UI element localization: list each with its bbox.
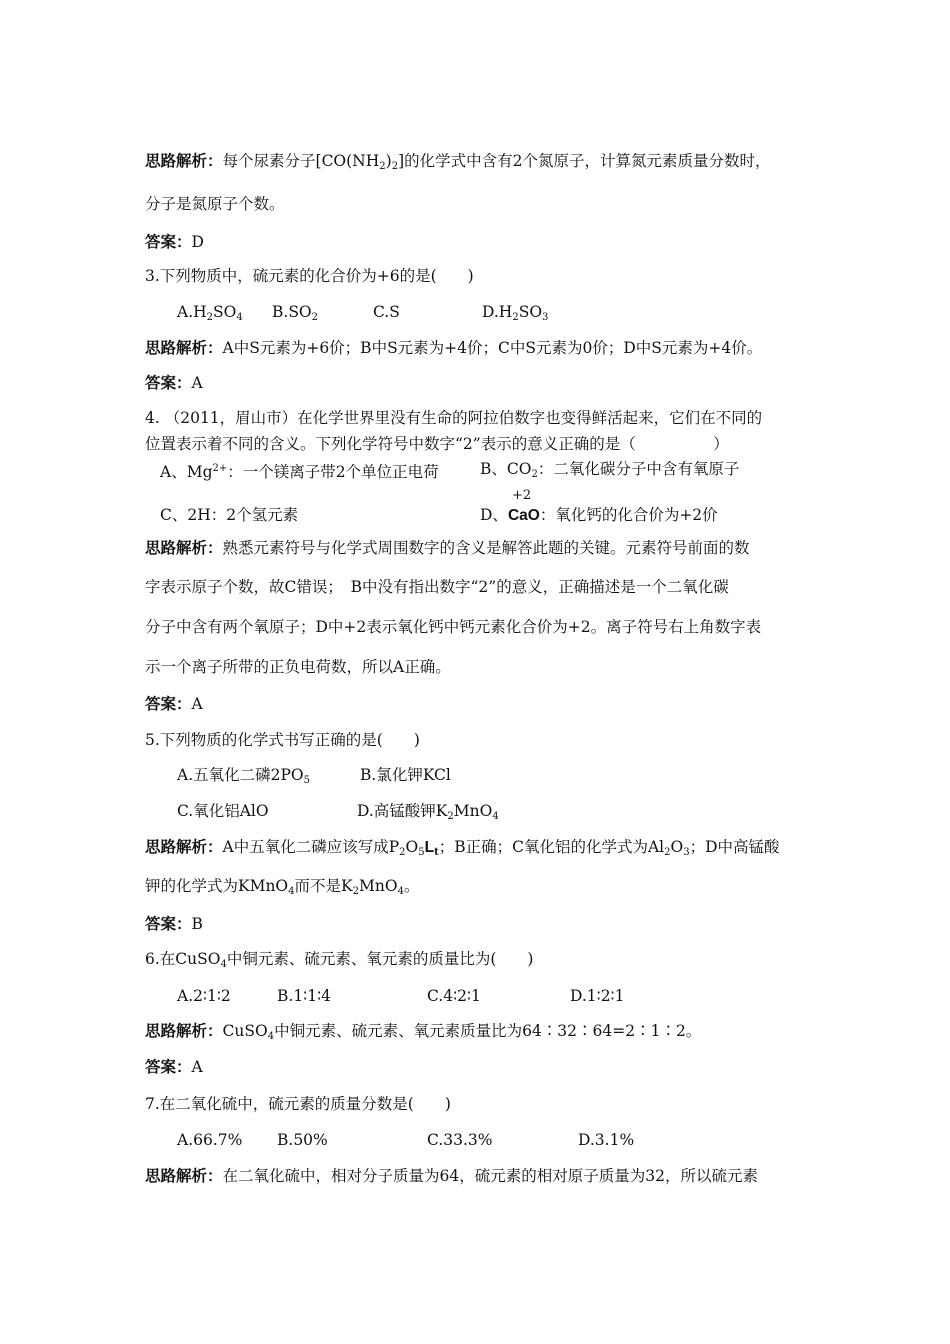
q5-option-c: C.氧化铝AlO [177,802,269,820]
q3-option-a: A.H2SO4 [177,303,243,323]
q3-answer: 答案：A [145,373,203,392]
q3-option-d: D.H2SO3 [482,303,549,323]
q4-option-d: D、CaO：氧化钙的化合价为+2价 [480,506,718,524]
q6-answer: 答案：A [145,1057,203,1076]
q7-option-d: D.3.1% [578,1131,635,1149]
q3-analysis: 思路解析：A中S元素为+6价；B中S元素为+4价；C中S元素为0价；D中S元素为+4价。 [145,338,763,357]
q6-analysis: 思路解析：CuSO4中铜元素、硫元素、氧元素质量比为64∶32∶64=2∶1∶2。 [145,1021,702,1042]
q7-analysis: 思路解析：在二氧化硫中，相对分子质量为64，硫元素的相对原子质量为32，所以硫元素 [145,1166,758,1185]
q4-analysis-line3: 分子中含有两个氧原子；D中+2表示氧化钙中钙元素化合价为+2。离子符号右上角数字表 [145,618,762,636]
q4-option-b: B、CO2：二氧化碳分子中含有氧原子 [480,460,740,480]
q6-stem: 6.在CuSO4中铜元素、硫元素、氧元素的质量比为( ) [145,950,534,970]
q3-stem: 3.下列物质中，硫元素的化合价为+6的是( ) [145,267,474,285]
q2-analysis: 思路解析：每个尿素分子[CO(NH2)2]的化学式中含有2个氮原子，计算氮元素质量分数时， [145,151,771,172]
q3-option-b: B.SO2 [272,303,319,323]
q7-option-b: B.50% [277,1131,328,1149]
q7-stem: 7.在二氧化硫中，硫元素的质量分数是( ) [145,1095,451,1113]
q7-option-a: A.66.7% [177,1131,243,1149]
q5-stem: 5.下列物质的化学式书写正确的是( ) [145,731,420,749]
q7-option-c: C.33.3% [427,1131,493,1149]
q4-option-c: C、2H：2个氢元素 [160,506,299,524]
q2-analysis-line2: 分子是氮原子个数。 [145,195,285,213]
q4-analysis-line2: 字表示原子个数，故C错误； B中没有指出数字“2”的意义，正确描述是一个二氧化碳 [145,578,729,596]
q4-option-a: A、$Mg^{2+}$：一个镁离子带2个单位正电荷 [160,463,439,481]
q4-analysis-line4: 示一个离子所带的正负电荷数，所以A正确。 [145,658,451,676]
q4-answer: 答案：A [145,694,203,713]
q4-analysis-line1: 思路解析：熟悉元素符号与化学式周围数字的含义是解答此题的关键。元素符号前面的数 [145,538,750,557]
q5-answer: 答案：B [145,914,203,933]
q5-option-d: D.高锰酸钾K2MnO4 [357,802,499,822]
q2-answer: 答案：D [145,232,204,251]
q3-option-c: C.S [373,303,400,321]
q6-option-a: A.2∶1∶2 [177,987,231,1005]
q6-option-b: B.1∶1∶4 [277,987,331,1005]
q5-option-b: B.氯化钾KCl [360,766,451,784]
q6-option-d: D.1∶2∶1 [570,987,625,1005]
q5-option-a: A.五氧化二磷2PO5 [177,766,310,786]
q6-option-c: C.4∶2∶1 [427,987,481,1005]
q4-valence-mark: +2 [512,488,532,503]
q5-analysis-line2: 钾的化学式为KMnO4而不是K2MnO4。 [145,877,420,897]
analysis-label: 思路解析： [145,151,223,170]
q5-analysis: 思路解析：A中五氧化二磷应该写成P2O5Lt；B正确；C氧化铝的化学式为Al2O3；D中高锰酸 [145,837,780,858]
q4-stem-line1: 4. （2011，眉山市）在化学世界里没有生命的阿拉伯数字也变得鲜活起来，它们在不同的 [145,409,763,427]
q4-stem-line2: 位置表示着不同的含义。下列化学符号中数字“2”表示的意义正确的是（ ） [145,435,729,453]
